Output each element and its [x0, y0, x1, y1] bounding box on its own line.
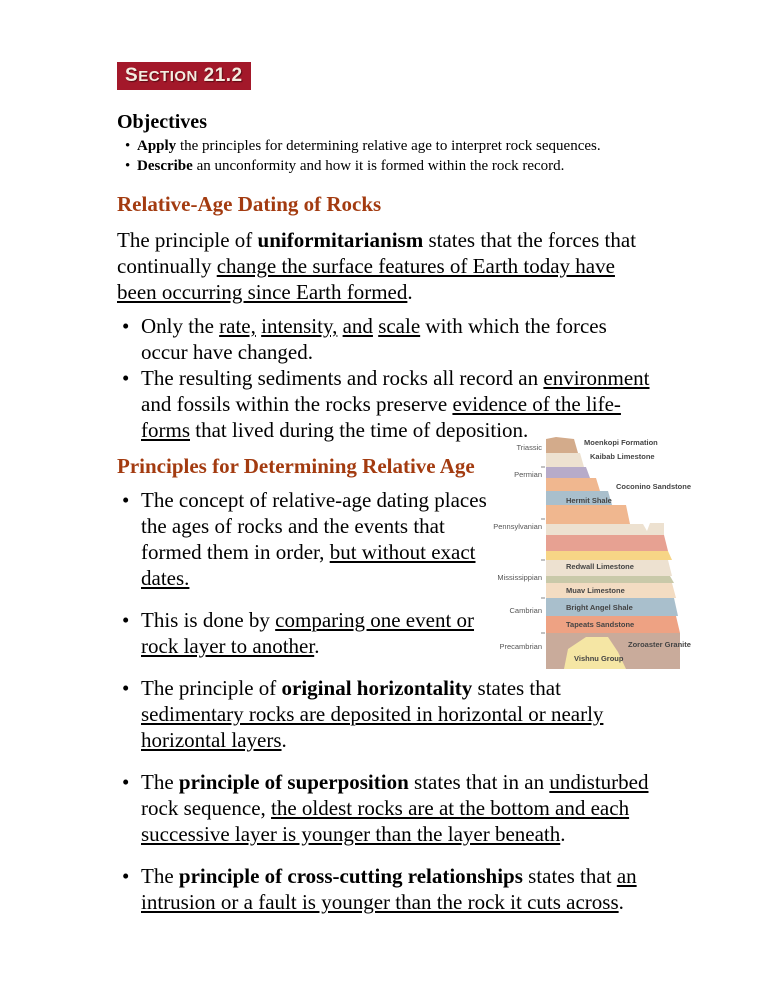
layer-kaibab	[546, 453, 584, 467]
text-run: Only the	[141, 314, 220, 338]
formation-label: Coconino Sandstone	[616, 482, 691, 491]
text-run: and fossils within the rocks preserve	[141, 392, 453, 416]
bullet-item	[117, 769, 657, 847]
period-label: Precambrian	[499, 642, 542, 651]
period-label: Permian	[514, 470, 542, 479]
text-run: the principles for determining relative age to interpret rock sequences.	[176, 138, 601, 154]
underlined-text: the oldest rocks are at the bottom and each successive layer is younger than the layer beneath	[141, 796, 630, 846]
formation-label: Vishnu Group	[574, 654, 624, 663]
formation-label: Moenkopi Formation	[584, 438, 658, 447]
text-run: The resulting sediments and rocks all record an	[141, 366, 544, 390]
text-run: The	[141, 770, 179, 794]
formation-label: Zoroaster Granite	[628, 640, 691, 649]
text-run: .	[618, 890, 624, 914]
formation-label: Kaibab Limestone	[590, 452, 655, 461]
formation-label: Tapeats Sandstone	[566, 620, 635, 629]
section-heading-relative-age-dating: Relative-Age Dating of Rocks	[117, 192, 382, 216]
bold-term: Describe	[137, 158, 193, 174]
bold-term: uniformitarianism	[257, 228, 424, 252]
text-run: states that	[472, 676, 561, 700]
formation-label: Bright Angel Shale	[566, 603, 633, 612]
text-run: This is done by	[141, 608, 276, 632]
text-run: with which the forces occur have changed.	[141, 314, 607, 364]
bullet-item	[117, 487, 657, 591]
period-label: Triassic	[516, 443, 542, 452]
formation-label: Muav Limestone	[566, 586, 625, 595]
text-run: The principle of	[117, 228, 258, 252]
bold-term: Apply	[137, 138, 177, 154]
text-run: rock sequence,	[141, 796, 272, 820]
formation-label: Hermit Shale	[566, 496, 612, 505]
period-label: Pennsylvanian	[493, 522, 542, 531]
underlined-text: evidence of the life-forms	[141, 392, 621, 442]
layer-permian-purple	[546, 467, 590, 478]
text-run: .	[407, 280, 413, 304]
underlined-text: and	[342, 314, 373, 338]
section-heading-principles: Principles for Determining Relative Age	[117, 454, 475, 478]
text-run: states that in an	[408, 770, 550, 794]
underlined-text: rate,	[219, 314, 256, 338]
badge-number: 21.2	[203, 65, 243, 86]
text-run: that lived during the time of deposition.	[190, 418, 529, 442]
text-run: The principle of	[141, 676, 282, 700]
underlined-text: but without exact dates.	[141, 540, 476, 590]
underlined-text: undisturbed	[549, 770, 649, 794]
underlined-text: sedimentary rocks are deposited in horizontal or nearly horizontal layers	[141, 702, 604, 752]
bullet-item	[117, 313, 657, 365]
underlined-text: scale	[378, 314, 421, 338]
uniformitarianism-bullets	[117, 313, 657, 443]
text-run: .	[314, 634, 320, 658]
badge-letter: S	[125, 65, 139, 86]
text-run: The concept of relative-age dating places the ages of rocks and the events that formed them in order,	[141, 488, 487, 564]
uniformitarianism-paragraph	[117, 227, 657, 305]
section-badge	[117, 62, 251, 90]
underlined-text: environment	[543, 366, 650, 390]
formation-label: Redwall Limestone	[566, 562, 634, 571]
bullet-item	[125, 156, 657, 176]
underlined-text: an intrusion or a fault is younger than the rock it cuts across	[141, 864, 637, 914]
underlined-text: change the surface features of Earth today have been occurring since Earth formed	[117, 254, 615, 304]
underlined-text: comparing one event or rock layer to another	[141, 608, 475, 658]
text-run: an unconformity and how it is formed within the rock record.	[192, 158, 565, 174]
bullet-item	[117, 607, 657, 659]
bullet-item	[125, 136, 657, 156]
underlined-text: intensity,	[261, 314, 338, 338]
document-page	[117, 62, 691, 931]
text-run: states that	[522, 864, 617, 888]
period-label: Mississippian	[497, 573, 542, 582]
bold-term: principle of cross-cutting relationships	[178, 864, 523, 888]
period-label: Cambrian	[509, 606, 542, 615]
bullet-item	[117, 863, 657, 915]
text-run: .	[281, 728, 287, 752]
objectives-title: Objectives	[117, 111, 207, 133]
text-run: The	[141, 864, 179, 888]
badge-word: ECTION	[138, 68, 198, 85]
principles-bullets	[117, 487, 657, 915]
text-run: .	[560, 822, 566, 846]
objectives-list	[117, 136, 657, 176]
bold-term: original horizontality	[281, 676, 473, 700]
text-run: states that the forces that continually	[117, 228, 637, 278]
bullet-item	[117, 365, 657, 443]
bold-term: principle of superposition	[178, 770, 409, 794]
bullet-item	[117, 675, 657, 753]
